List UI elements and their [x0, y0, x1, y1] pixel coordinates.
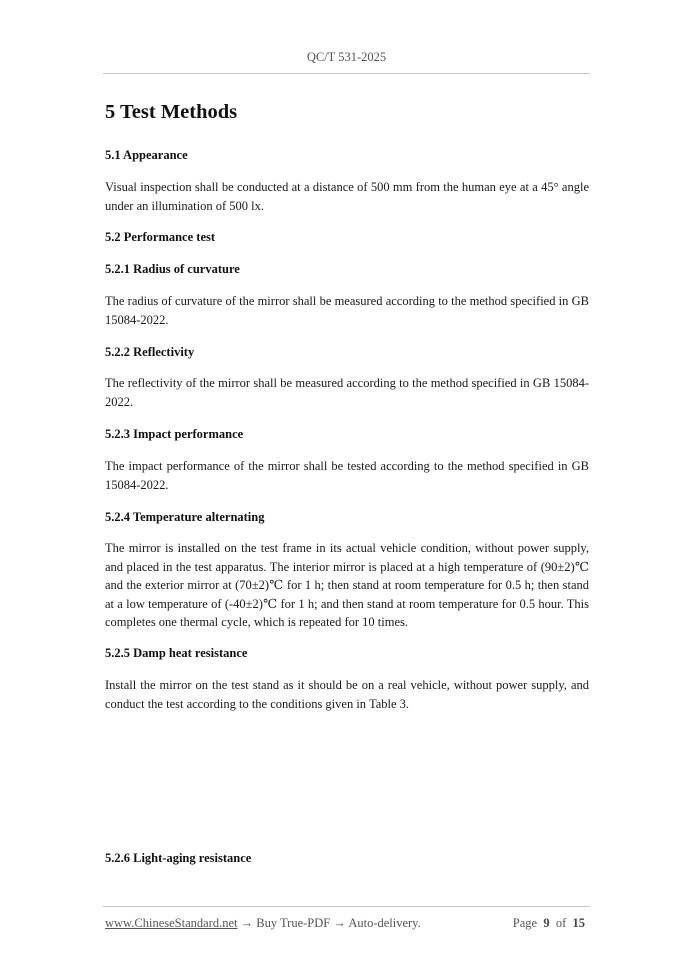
page-label: Page [512, 916, 538, 930]
section-title: 5 Test Methods [105, 101, 238, 123]
page-number-indicator [513, 916, 585, 931]
paragraph-5-2-1: The radius of curvature of the mirror shall be measured according to the method specified in GB 15084-2022. [105, 294, 589, 327]
heading-5-2-2: 5.2.2 Reflectivity [105, 345, 195, 359]
buy-true-pdf-text: Buy True-PDF [256, 916, 331, 930]
page-footer [105, 916, 585, 931]
arrow-right-icon: → [333, 916, 346, 930]
paragraph-5-2-3: The impact performance of the mirror shall be tested according to the method specified in GB 15084-2022. [105, 459, 589, 492]
total-pages-number: 15 [572, 916, 585, 930]
paragraph-5-1: Visual inspection shall be conducted at a distance of 500 mm from the human eye at a 45° angle under an illumination of 500 lx. [105, 180, 589, 213]
paragraph-5-2-4: The mirror is installed on the test frame in its actual vehicle condition, without power supply, and placed in the test apparatus. The interior mirror is placed at a high temperature of (90±2)℃ and the exterior mirror at (70±2)℃ for 1 h; then stand at room temperature for 0.5 h; then stand at a low temperature of (-40±2)℃ for 1 h; and then stand at room temperature for 0.5 hour. This completes one thermal cycle, which is repeated for 10 times. [105, 541, 589, 629]
heading-5-1: 5.1 Appearance [105, 148, 188, 162]
of-label: of [555, 916, 567, 930]
paragraph-5-2-2: The reflectivity of the mirror shall be measured according to the method specified in GB 15084-2022. [105, 376, 589, 409]
page-header-doc-code: QC/T 531-2025 [306, 50, 387, 64]
arrow-right-icon: → [240, 916, 254, 930]
chinese-standard-link[interactable]: www.ChineseStandard.net [105, 916, 238, 930]
footer-divider [103, 906, 590, 907]
paragraph-5-2-5: Install the mirror on the test stand as it should be on a real vehicle, without power supply, and conduct the test according to the conditions given in Table 3. [105, 678, 589, 711]
heading-5-2-1: 5.2.1 Radius of curvature [105, 262, 240, 276]
header-divider [103, 73, 590, 74]
heading-5-2-4: 5.2.4 Temperature alternating [105, 510, 265, 524]
current-page-number: 9 [543, 916, 550, 930]
heading-5-2: 5.2 Performance test [105, 230, 216, 244]
heading-5-2-3: 5.2.3 Impact performance [105, 427, 244, 441]
heading-5-2-6: 5.2.6 Light-aging resistance [105, 851, 252, 865]
auto-delivery-text: Auto-delivery. [348, 916, 421, 930]
heading-5-2-5: 5.2.5 Damp heat resistance [105, 646, 248, 660]
